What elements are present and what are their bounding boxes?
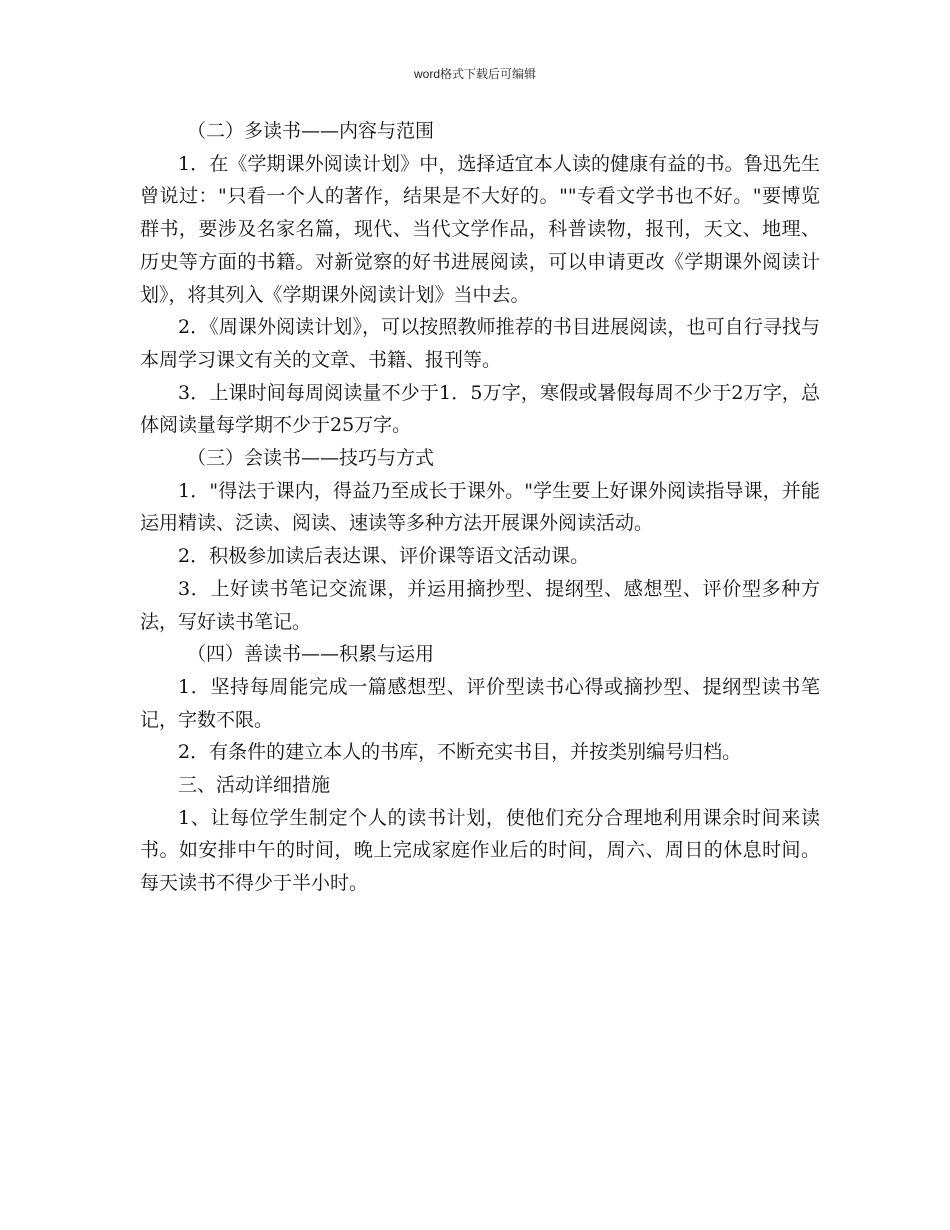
paragraph-2-2: 2．《周课外阅读计划》，可以按照教师推荐的书目进展阅读，也可自行寻找与本周学习课文有关的文章、书籍、报刊等。 <box>140 316 820 371</box>
document-body <box>140 115 820 900</box>
paragraph-4-2: 2．有条件的建立本人的书库，不断充实书目，并按类别编号归档。 <box>178 741 742 764</box>
paragraph-3-3: 3．上好读书笔记交流课，并运用摘抄型、提纲型、感想型、评价型多种方法，写好读书笔记。 <box>140 577 820 633</box>
paragraph-3-1: 1．"得法于课内，得益乃至成长于课外。"学生要上好课外阅读指导课，并能运用精读、泛读、阅读、速读等多种方法开展课外阅读活动。 <box>140 479 820 535</box>
paragraph-2-3: 3．上课时间每周阅读量不少于1．5万字，寒假或暑假每周不少于2万字，总体阅读量每学期不少于25万字。 <box>140 381 820 437</box>
paragraph-3-2: 2．积极参加读后表达课、评价课等语文活动课。 <box>178 545 590 568</box>
section-3-title: 三、活动详细措施 <box>178 774 331 797</box>
heading-section-3: （三）会读书——技巧与方式 <box>187 447 435 470</box>
paragraph-5-1: 1、让每位学生制定个人的读书计划，使他们充分合理地利用课余时间来读书。如安排中午的时间，晚上完成家庭作业后的时间，周六、周日的休息时间。每天读书不得少于半小时。 <box>140 806 820 895</box>
heading-section-4: （四）善读书——积累与运用 <box>187 643 435 666</box>
heading-section-2: （二）多读书——内容与范围 <box>187 120 435 142</box>
paragraph-2-1: 1．在《学期课外阅读计划》中，选择适宜本人读的健康有益的书。鲁迅先生曾说过："只看一个人的著作，结果是不大好的。""专看文学书也不好。"要博览群书，要涉及名家名篇，现代、当代文学作品，科普读物，报刊，天文、地理、历史等方面的书籍。对新觉察的好书进展阅读，可以申请更改《学期课外阅读计划》，将其列入《学期课外阅读计划》当中去。 <box>140 152 820 306</box>
header-note: word格式下载后可编辑 <box>413 67 536 81</box>
paragraph-4-1: 1．坚持每周能完成一篇感想型、评价型读书心得或摘抄型、提纲型读书笔记，字数不限。 <box>140 675 820 731</box>
